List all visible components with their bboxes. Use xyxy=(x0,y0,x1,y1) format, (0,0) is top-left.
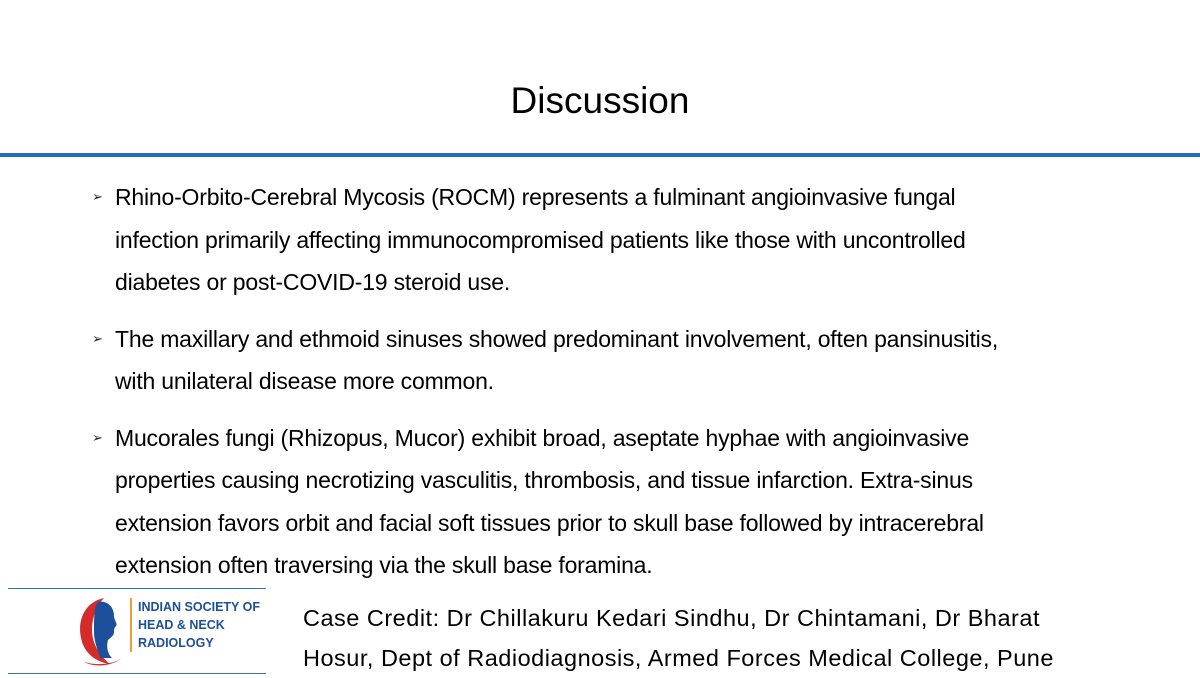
bullet-line: infection primarily affecting immunocompromised patients like those with uncontrolled xyxy=(115,226,966,253)
bullet-line: with unilateral disease more common. xyxy=(115,368,494,394)
bullet-item xyxy=(92,417,1172,587)
society-logo xyxy=(8,588,266,674)
bullet-line: properties causing necrotizing vasculitis, thrombosis, and tissue infarction. Extra-sinus xyxy=(115,467,973,493)
bullet-line: Mucorales fungi (Rhizopus, Mucor) exhibit broad, aseptate hyphae with angioinvasive xyxy=(115,424,970,451)
arrowhead-bullet-icon: ➢ xyxy=(92,429,103,445)
bullet-line: The maxillary and ethmoid sinuses showed predominant involvement, often pansinusitis, xyxy=(115,325,999,352)
case-credit xyxy=(303,598,1183,678)
bullet-item xyxy=(92,176,1172,304)
bullet-line: extension favors orbit and facial soft tissues prior to skull base followed by intracerebral xyxy=(115,509,984,536)
arrowhead-bullet-icon: ➢ xyxy=(92,330,103,346)
arrowhead-bullet-icon: ➢ xyxy=(92,189,103,204)
bullet-item xyxy=(92,318,1172,403)
bullet-line: diabetes or post-COVID-19 steroid use. xyxy=(115,269,511,295)
bullet-line: extension often traversing via the skull base foramina. xyxy=(115,552,653,578)
logo-line: INDIAN SOCIETY OF xyxy=(138,600,261,614)
title-divider xyxy=(0,153,1200,157)
logo-bottom-rule xyxy=(8,673,266,674)
credit-line: Case Credit: Dr Chillakuru Kedari Sindhu, Dr Chintamani, Dr Bharat xyxy=(303,605,1040,631)
slide-title: Discussion xyxy=(510,80,690,121)
bullet-line: Rhino-Orbito-Cerebral Mycosis (ROCM) represents a fulminant angioinvasive fungal xyxy=(115,184,956,210)
credit-line: Hosur, Dept of Radiodiagnosis, Armed Forces Medical College, Pune xyxy=(303,645,1054,671)
logo-top-rule xyxy=(8,588,266,589)
bullet-list xyxy=(92,176,1172,601)
logo-line: HEAD & NECK xyxy=(138,618,225,632)
logo-wordmark xyxy=(130,598,272,652)
head-neck-emblem-icon xyxy=(74,592,126,668)
logo-line: RADIOLOGY xyxy=(138,636,214,650)
